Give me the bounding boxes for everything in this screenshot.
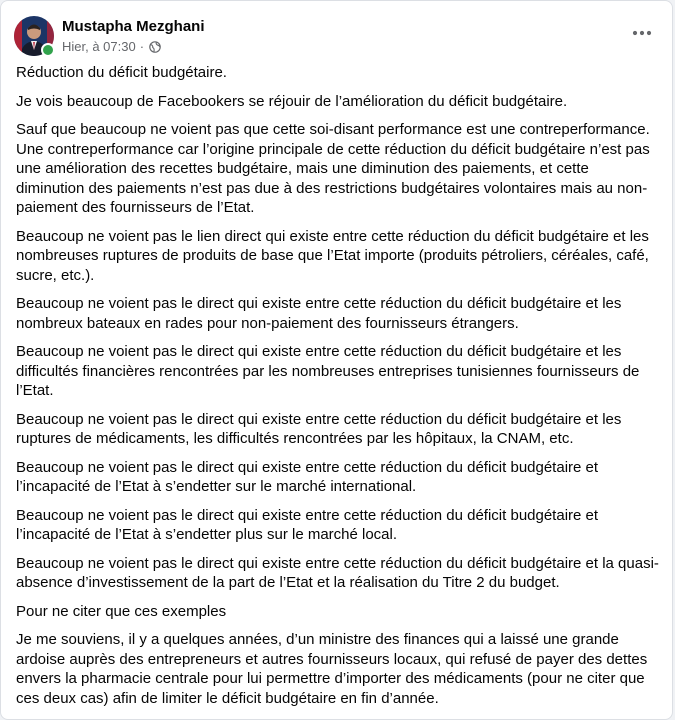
post-paragraph: Je vois beaucoup de Facebookers se réjouir de l’amélioration du déficit budgétaire. — [16, 92, 568, 110]
post-paragraph: Beaucoup ne voient pas le direct qui existe entre cette réduction du déficit budgétaire et les difficultés financières rencontrées par les nombreuses entreprises tunisiennes fournisseurs de l’Etat. — [16, 343, 640, 399]
online-status-dot — [41, 43, 55, 57]
post-header — [1, 1, 672, 65]
post-timestamp[interactable]: Hier, à 07:30 — [62, 39, 136, 54]
author-name[interactable]: Mustapha Mezghani — [62, 18, 205, 35]
meta-separator: · — [139, 39, 145, 54]
post-paragraph: Beaucoup ne voient pas le direct qui existe entre cette réduction du déficit budgétaire et les nombreux bateaux en rades pour non-paiement des fournisseurs étrangers. — [16, 295, 622, 332]
post-text — [16, 63, 660, 717]
globe-icon[interactable] — [149, 41, 161, 53]
post-meta — [62, 39, 161, 54]
more-options-icon — [632, 30, 652, 36]
post-paragraph: Beaucoup ne voient pas le direct qui existe entre cette réduction du déficit budgétaire et l’incapacité de l’Etat à s’endetter plus sur le marché local. — [16, 506, 599, 543]
post-paragraph: Beaucoup ne voient pas le direct qui existe entre cette réduction du déficit budgétaire et les ruptures de médicaments, les difficultés rencontrées par les hôpitaux, la CNAM, etc. — [16, 410, 622, 447]
post-paragraph: Sauf que beaucoup ne voient pas que cette soi-disant performance est une contreperformance. Une contreperformance car l’origine principale de cette réduction du déficit budgétaire n’est pas une amélioration des recettes budgétaire, mais une diminution des paiements, et cette diminution des paiements n’est pas due à des restrictions budgétaires volontaires mais au non-paiement des fournisseurs de l’Etat. — [16, 121, 650, 216]
post-paragraph: Beaucoup ne voient pas le direct qui existe entre cette réduction du déficit budgétaire et la quasi-absence d’investissement de la part de l’Etat et la réalisation du Titre 2 du budget. — [16, 554, 659, 591]
avatar[interactable] — [14, 16, 54, 56]
post-paragraph: Beaucoup ne voient pas le direct qui existe entre cette réduction du déficit budgétaire et l’incapacité de l’Etat à s’endetter sur le marché international. — [16, 458, 599, 495]
post-paragraph: Je me souviens, il y a quelques années, d’un ministre des finances qui a laissé une grande ardoise auprès des entrepreneurs et autres fournisseurs locaux, qui refusé de payer des dettes envers la pharmacie centrale pour lui permettre d’importer des médicaments (pour ne citer que ces deux cas) afin de limiter le déficit budgétaire en fin d’année. — [16, 631, 648, 707]
post-paragraph: Beaucoup ne voient pas le lien direct qui existe entre cette réduction du déficit budgétaire et les nombreuses ruptures de produits de base que l’Etat importe (produits pétroliers, céréales, café, sucre, etc.). — [16, 227, 649, 284]
post-paragraph: Pour ne citer que ces exemples — [16, 602, 227, 620]
post-paragraph: Réduction du déficit budgétaire. — [16, 64, 227, 81]
more-options-button[interactable] — [628, 23, 656, 43]
